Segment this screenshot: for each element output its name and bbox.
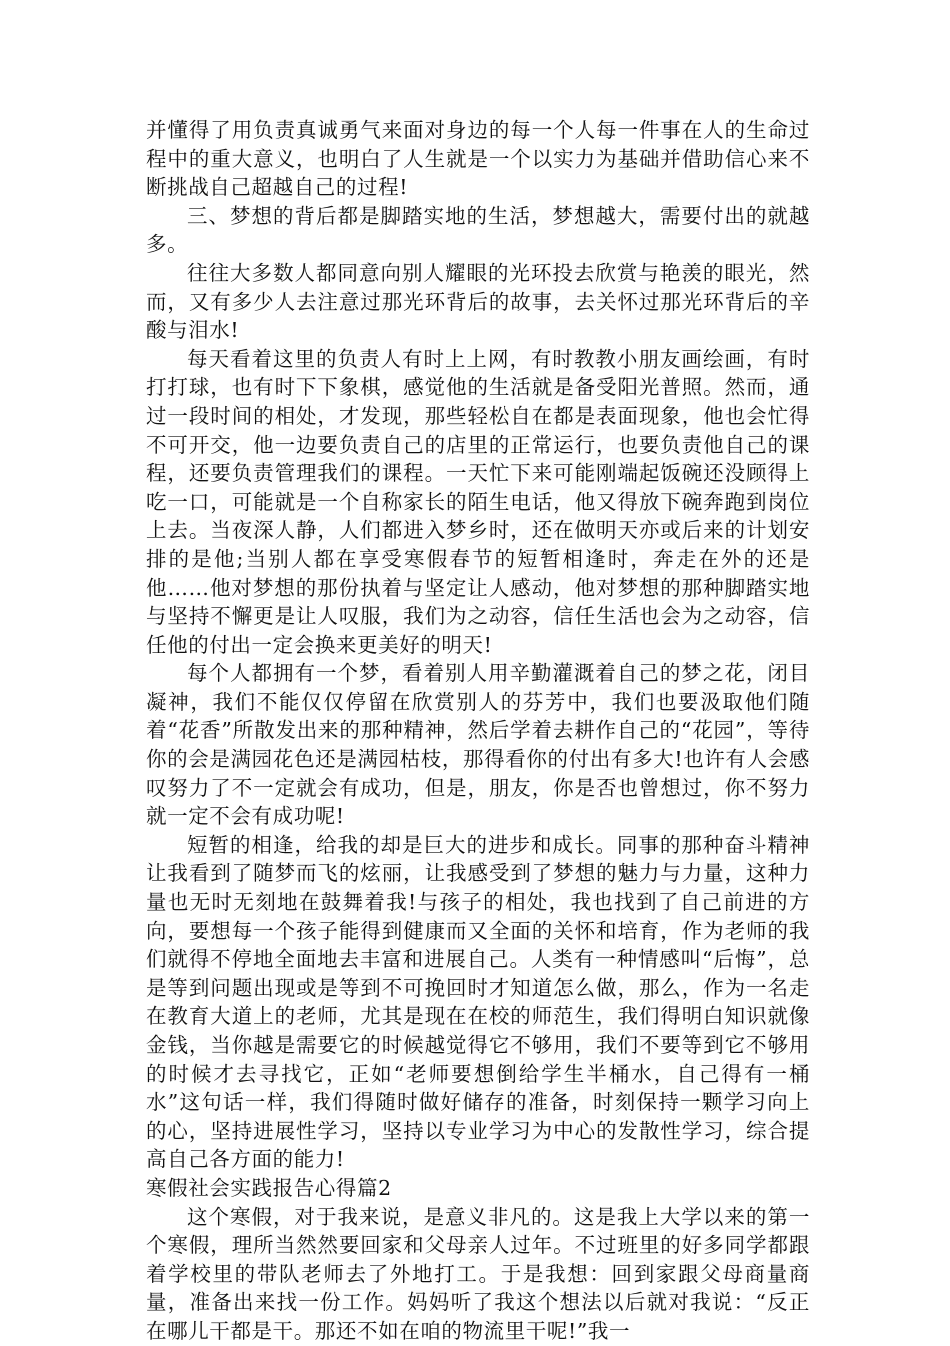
body-paragraph: 每个人都拥有一个梦，看着别人用辛勤灌溉着自己的梦之花，闭目凝神，我们不能仅仅停留在欣赏别人的芬芳中，我们也要汲取他们随着“花香”所散发出来的那种精神，然后学着去耕作自己的“花园”，等待你的会是满园花色还是满园枯枝，那得看你的付出有多大!也许有人会感叹努力了不一定就会有成功，但是，朋友，你是否也曾想过，你不努力就一定不会有成功呢! (146, 661, 810, 829)
document-page (146, 116, 810, 1346)
body-paragraph: 往往大多数人都同意向别人耀眼的光环投去欣赏与艳羡的眼光，然而，又有多少人去注意过那光环背后的故事，去关怀过那光环背后的辛酸与泪水! (146, 260, 810, 343)
body-paragraph: 并懂得了用负责真诚勇气来面对身边的每一个人每一件事在人的生命过程中的重大意义，也明白了人生就是一个以实力为基础并借助信心来不断挑战自己超越自己的过程! (146, 118, 810, 200)
body-paragraph: 短暂的相逢，给我的却是巨大的进步和成长。同事的那种奋斗精神让我看到了随梦而飞的炫丽，让我感受到了梦想的魅力与力量，这种力量也无时无刻地在鼓舞着我!与孩子的相处，我也找到了自己前进的方向，要想每一个孩子能得到健康而又全面的关怀和培育，作为老师的我们就得不停地全面地去丰富和进展自己。人类有一种情感叫“后悔”，总是等到问题出现或是等到不可挽回时才知道怎么做，那么，作为一名走在教育大道上的老师，尤其是现在在校的师范生，我们得明白知识就像金钱，当你越是需要它的时候越觉得它不够用，我们不要等到它不够用的时候才去寻找它，正如“老师要想倒给学生半桶水，自己得有一桶水”这句话一样，我们得随时做好储存的准备，时刻保持一颗学习向上的心，坚持进展性学习，坚持以专业学习为中心的发散性学习，综合提高自己各方面的能力! (146, 832, 810, 1172)
article-title: 寒假社会实践报告心得篇2 (146, 1175, 392, 1200)
body-paragraph: 每天看着这里的负责人有时上上网，有时教教小朋友画绘画，有时打打球，也有时下下象棋，感觉他的生活就是备受阳光普照。然而，通过一段时间的相处，才发现，那些轻松自在都是表面现象，他也会忙得不可开交，他一边要负责自己的店里的正常运行，也要负责他自己的课程，还要负责管理我们的课程。一天忙下来可能刚端起饭碗还没顾得上吃一口，可能就是一个自称家长的陌生电话，他又得放下碗奔跑到岗位上去。当夜深人静，人们都进入梦乡时，还在做明天亦或后来的计划安排的是他;当别人都在享受寒假春节的短暂相逢时，奔走在外的还是他……他对梦想的那份执着与坚定让人感动，他对梦想的那种脚踏实地与坚持不懈更是让人叹服，我们为之动容，信任生活也会为之动容，信任他的付出一定会换来更美好的明天! (146, 346, 810, 657)
body-paragraph: 这个寒假，对于我来说，是意义非凡的。这是我上大学以来的第一个寒假，理所当然然要回家和父母亲人过年。不过班里的好多同学都跟着学校里的带队老师去了外地打工。于是我想：回到家跟父母商量商量，准备出来找一份工作。妈妈听了我这个想法以后就对我说：“反正在哪儿干都是干。那还不如在咱的物流里干呢!”我一 (146, 1204, 810, 1343)
section-heading-paragraph: 三、梦想的背后都是脚踏实地的生活，梦想越大，需要付出的就越多。 (146, 203, 810, 257)
